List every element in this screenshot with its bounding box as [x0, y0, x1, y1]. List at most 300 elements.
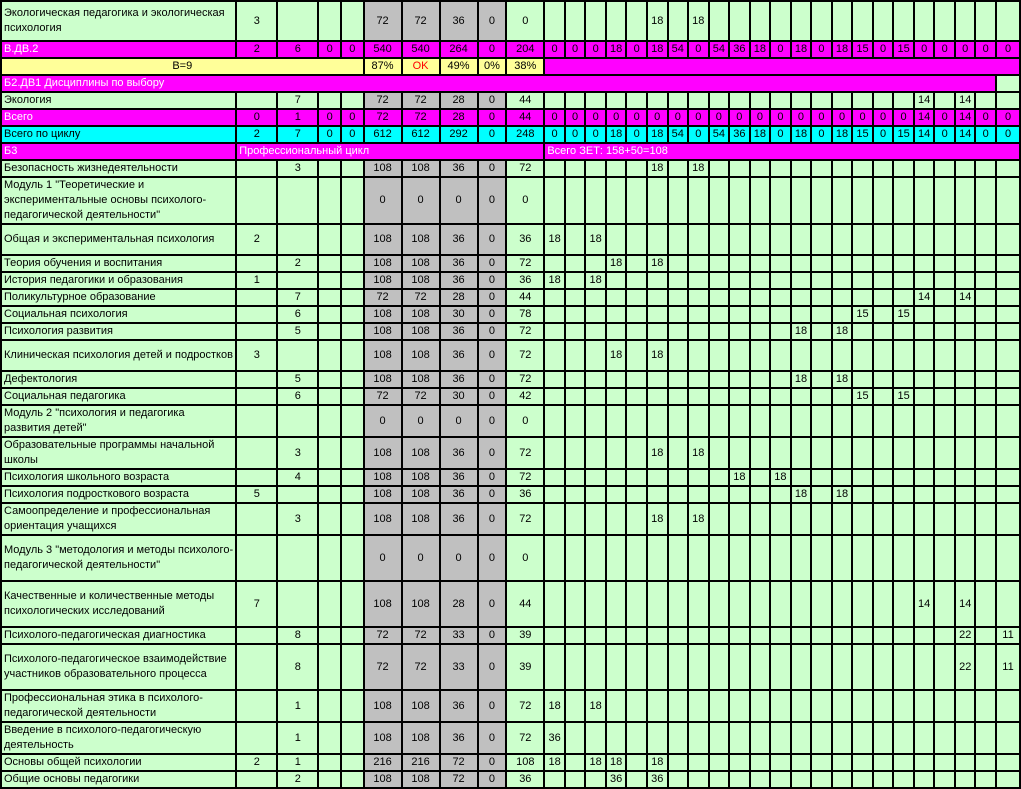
table-row: [1, 126, 1020, 143]
table-cell: [318, 371, 341, 388]
table-cell: [955, 405, 976, 437]
table-cell: [914, 722, 935, 754]
table-cell: 33: [440, 627, 478, 644]
table-cell: 0: [318, 109, 341, 126]
table-cell: [585, 371, 606, 388]
table-cell: 108: [402, 469, 440, 486]
table-cell: 0: [934, 126, 955, 143]
table-cell: [975, 722, 996, 754]
table-row: [1, 371, 1020, 388]
table-cell: [914, 272, 935, 289]
table-cell: [729, 437, 750, 469]
table-cell: 54: [668, 41, 689, 58]
table-cell: [750, 503, 771, 535]
table-row: [1, 771, 1020, 788]
table-cell: [873, 644, 894, 690]
table-cell: [668, 340, 689, 371]
table-row: [1, 41, 1020, 58]
table-cell: 14: [914, 92, 935, 109]
table-cell: 36: [506, 272, 544, 289]
table-cell: [873, 340, 894, 371]
table-cell: [791, 92, 812, 109]
table-cell: [341, 340, 364, 371]
table-cell: [668, 224, 689, 255]
table-cell: [688, 405, 709, 437]
table-cell: 108: [364, 306, 402, 323]
table-cell: [934, 581, 955, 627]
table-cell: 28: [440, 109, 478, 126]
table-cell: [975, 627, 996, 644]
table-cell: 36: [440, 340, 478, 371]
table-cell: 72: [402, 644, 440, 690]
table-cell: 0: [565, 41, 586, 58]
table-cell: [750, 644, 771, 690]
table-cell: 18: [647, 1, 668, 41]
table-cell: 0: [440, 405, 478, 437]
table-cell: [626, 503, 647, 535]
table-cell: 1: [277, 109, 318, 126]
table-cell: [750, 323, 771, 340]
table-cell: [791, 306, 812, 323]
table-cell: [341, 469, 364, 486]
table-cell: [729, 754, 750, 771]
table-cell: [668, 644, 689, 690]
section-title: Б2.ДВ1 Дисциплины по выбору: [1, 75, 996, 92]
table-cell: [709, 722, 730, 754]
table-cell: [585, 627, 606, 644]
table-cell: [544, 503, 565, 535]
discipline-name: Психология школьного возраста: [1, 469, 236, 486]
table-cell: [565, 503, 586, 535]
table-cell: [996, 289, 1020, 306]
table-cell: 15: [852, 306, 873, 323]
table-cell: 30: [440, 388, 478, 405]
table-cell: [688, 486, 709, 503]
table-cell: [668, 323, 689, 340]
table-cell: [750, 535, 771, 581]
table-cell: [606, 92, 627, 109]
table-cell: [893, 437, 914, 469]
discipline-name: Основы общей психологии: [1, 754, 236, 771]
table-cell: 18: [770, 469, 791, 486]
table-cell: 36: [440, 722, 478, 754]
table-cell: 0: [729, 109, 750, 126]
table-cell: [729, 160, 750, 177]
table-cell: [585, 486, 606, 503]
table-cell: [893, 581, 914, 627]
table-cell: [668, 371, 689, 388]
discipline-name: Поликультурное образование: [1, 289, 236, 306]
table-cell: [955, 160, 976, 177]
table-cell: 216: [402, 754, 440, 771]
table-cell: 0: [585, 41, 606, 58]
table-cell: 28: [440, 92, 478, 109]
table-cell: 108: [402, 437, 440, 469]
table-cell: [996, 272, 1020, 289]
table-cell: [750, 224, 771, 255]
table-cell: [791, 754, 812, 771]
table-cell: 1: [236, 272, 277, 289]
table-cell: 72: [506, 690, 544, 722]
table-cell: [750, 371, 771, 388]
table-cell: [750, 340, 771, 371]
table-cell: [236, 289, 277, 306]
table-cell: [996, 535, 1020, 581]
table-cell: [975, 503, 996, 535]
table-cell: [318, 754, 341, 771]
table-cell: 0: [478, 306, 507, 323]
table-cell: [934, 690, 955, 722]
table-cell: [565, 627, 586, 644]
table-cell: [975, 690, 996, 722]
table-cell: 18: [647, 340, 668, 371]
table-cell: [832, 272, 853, 289]
table-cell: [852, 503, 873, 535]
table-cell: [318, 581, 341, 627]
table-cell: [688, 581, 709, 627]
table-cell: [770, 289, 791, 306]
table-cell: [811, 224, 832, 255]
table-cell: [811, 272, 832, 289]
table-cell: [688, 92, 709, 109]
table-cell: [544, 255, 565, 272]
table-cell: [341, 722, 364, 754]
table-cell: [565, 754, 586, 771]
table-cell: [996, 306, 1020, 323]
table-cell: [277, 224, 318, 255]
table-cell: 36: [440, 486, 478, 503]
table-cell: [852, 289, 873, 306]
table-cell: 108: [364, 690, 402, 722]
table-cell: [341, 581, 364, 627]
table-cell: 0: [478, 109, 507, 126]
table-cell: 72: [364, 644, 402, 690]
table-cell: [996, 160, 1020, 177]
table-cell: [852, 405, 873, 437]
table-cell: [996, 340, 1020, 371]
table-cell: [750, 627, 771, 644]
table-cell: [996, 255, 1020, 272]
table-cell: 72: [364, 289, 402, 306]
table-cell: 0: [893, 109, 914, 126]
table-cell: 14: [955, 289, 976, 306]
table-row: [1, 754, 1020, 771]
table-cell: [975, 323, 996, 340]
table-cell: [565, 469, 586, 486]
table-cell: [236, 627, 277, 644]
cycle-title: Профессиональный цикл: [236, 143, 544, 160]
table-cell: [606, 722, 627, 754]
table-cell: 204: [506, 41, 544, 58]
table-cell: [811, 644, 832, 690]
table-cell: [236, 503, 277, 535]
table-cell: [565, 690, 586, 722]
table-cell: 7: [277, 289, 318, 306]
table-cell: [647, 581, 668, 627]
table-cell: 0: [770, 41, 791, 58]
table-cell: [318, 340, 341, 371]
table-cell: 36: [440, 690, 478, 722]
table-cell: 18: [585, 272, 606, 289]
table-cell: [955, 224, 976, 255]
table-cell: [832, 581, 853, 627]
table-row: [1, 160, 1020, 177]
discipline-name: Экологическая педагогика и экологическая психология: [1, 1, 236, 41]
table-cell: [934, 437, 955, 469]
table-cell: [852, 224, 873, 255]
table-cell: 108: [402, 272, 440, 289]
table-cell: [565, 323, 586, 340]
table-cell: [626, 535, 647, 581]
table-cell: [668, 1, 689, 41]
ratio-fill: [544, 58, 1020, 75]
table-cell: [544, 388, 565, 405]
table-cell: 0: [478, 771, 507, 788]
table-cell: [791, 627, 812, 644]
table-cell: [277, 581, 318, 627]
table-cell: 0: [996, 126, 1020, 143]
table-cell: [606, 503, 627, 535]
discipline-name: Клиническая психология детей и подростков: [1, 340, 236, 371]
table-cell: [893, 690, 914, 722]
table-cell: [647, 371, 668, 388]
table-cell: 72: [402, 289, 440, 306]
table-cell: [852, 437, 873, 469]
table-cell: [688, 289, 709, 306]
table-cell: [934, 289, 955, 306]
table-cell: 0: [440, 535, 478, 581]
table-cell: 11: [996, 644, 1020, 690]
table-cell: 0: [478, 581, 507, 627]
table-cell: [709, 272, 730, 289]
table-cell: 15: [893, 41, 914, 58]
table-cell: [914, 754, 935, 771]
table-cell: 108: [364, 771, 402, 788]
table-cell: [832, 690, 853, 722]
table-cell: [544, 771, 565, 788]
table-cell: 18: [544, 690, 565, 722]
table-cell: 0: [478, 177, 507, 224]
table-cell: [791, 437, 812, 469]
table-cell: [934, 388, 955, 405]
table-cell: [626, 771, 647, 788]
discipline-name: Введение в психолого-педагогическую деятельность: [1, 722, 236, 754]
table-cell: 39: [506, 627, 544, 644]
table-cell: 72: [402, 388, 440, 405]
table-cell: [832, 340, 853, 371]
table-cell: [873, 771, 894, 788]
table-cell: 0: [478, 690, 507, 722]
table-cell: [544, 177, 565, 224]
table-cell: [770, 306, 791, 323]
table-cell: [893, 535, 914, 581]
table-cell: [585, 160, 606, 177]
table-cell: 3: [236, 340, 277, 371]
table-cell: [975, 754, 996, 771]
table-cell: [832, 177, 853, 224]
discipline-name: Всего по циклу: [1, 126, 236, 143]
table-cell: 108: [402, 255, 440, 272]
table-cell: [585, 255, 606, 272]
table-cell: [750, 388, 771, 405]
table-cell: 0: [478, 371, 507, 388]
table-cell: [914, 437, 935, 469]
table-cell: 0: [506, 535, 544, 581]
table-cell: 2: [236, 41, 277, 58]
table-cell: [955, 1, 976, 41]
table-cell: [647, 722, 668, 754]
table-cell: [318, 160, 341, 177]
table-cell: 108: [364, 437, 402, 469]
table-cell: 3: [277, 503, 318, 535]
table-cell: [934, 323, 955, 340]
table-cell: [626, 371, 647, 388]
table-cell: [709, 503, 730, 535]
table-cell: [236, 469, 277, 486]
table-cell: [791, 1, 812, 41]
table-cell: [934, 224, 955, 255]
table-cell: [832, 92, 853, 109]
table-cell: [893, 503, 914, 535]
table-cell: 72: [402, 1, 440, 41]
table-cell: [341, 306, 364, 323]
table-cell: [750, 437, 771, 469]
table-cell: [750, 289, 771, 306]
table-cell: [544, 469, 565, 486]
table-cell: 540: [364, 41, 402, 58]
table-cell: [688, 535, 709, 581]
table-cell: 612: [364, 126, 402, 143]
table-cell: [975, 224, 996, 255]
table-cell: [955, 535, 976, 581]
table-cell: [318, 503, 341, 535]
table-cell: [914, 1, 935, 41]
table-cell: 36: [440, 437, 478, 469]
discipline-name: Психолого-педагогическая диагностика: [1, 627, 236, 644]
table-cell: [893, 323, 914, 340]
table-cell: [873, 405, 894, 437]
table-cell: [318, 92, 341, 109]
table-cell: [955, 469, 976, 486]
table-cell: 0: [402, 535, 440, 581]
table-row: [1, 690, 1020, 722]
table-cell: [791, 340, 812, 371]
table-cell: 0: [478, 388, 507, 405]
table-cell: 0: [506, 177, 544, 224]
table-cell: [709, 255, 730, 272]
table-cell: 0: [506, 405, 544, 437]
table-cell: [565, 160, 586, 177]
discipline-name: Теория обучения и воспитания: [1, 255, 236, 272]
table-cell: 72: [364, 92, 402, 109]
table-cell: [729, 535, 750, 581]
discipline-name: История педагогики и образования: [1, 272, 236, 289]
table-cell: [893, 486, 914, 503]
table-cell: [873, 255, 894, 272]
table-cell: [914, 627, 935, 644]
table-cell: [318, 469, 341, 486]
table-cell: [729, 722, 750, 754]
table-row: [1, 58, 1020, 75]
table-cell: 0: [770, 109, 791, 126]
table-cell: 0: [709, 109, 730, 126]
table-cell: [832, 469, 853, 486]
table-cell: 108: [364, 469, 402, 486]
discipline-name: Дефектология: [1, 371, 236, 388]
table-cell: [565, 224, 586, 255]
table-cell: [996, 771, 1020, 788]
table-cell: [996, 754, 1020, 771]
table-cell: [277, 340, 318, 371]
cycle-credits: Всего ЗЕТ: 158+50=108: [544, 143, 1020, 160]
table-cell: [832, 306, 853, 323]
table-cell: [606, 388, 627, 405]
table-cell: 36: [729, 126, 750, 143]
table-cell: [934, 486, 955, 503]
table-cell: 108: [402, 224, 440, 255]
table-cell: 18: [647, 126, 668, 143]
table-cell: [770, 437, 791, 469]
table-cell: 28: [440, 289, 478, 306]
table-cell: 0: [996, 109, 1020, 126]
table-cell: 1: [277, 722, 318, 754]
table-row: [1, 469, 1020, 486]
table-cell: [852, 627, 873, 644]
table-cell: [996, 503, 1020, 535]
table-cell: [934, 306, 955, 323]
table-cell: 0: [478, 126, 507, 143]
table-cell: [791, 177, 812, 224]
table-cell: [341, 535, 364, 581]
discipline-name: Безопасность жизнедеятельности: [1, 160, 236, 177]
table-cell: [318, 323, 341, 340]
table-cell: 0: [318, 41, 341, 58]
table-cell: [668, 289, 689, 306]
table-cell: 0: [750, 109, 771, 126]
table-cell: [750, 177, 771, 224]
table-cell: [341, 644, 364, 690]
table-cell: [791, 722, 812, 754]
table-cell: 14: [955, 581, 976, 627]
table-cell: [544, 371, 565, 388]
table-cell: [318, 486, 341, 503]
table-cell: [606, 469, 627, 486]
table-cell: [852, 272, 873, 289]
table-cell: [688, 371, 709, 388]
table-cell: 18: [544, 272, 565, 289]
table-cell: [565, 486, 586, 503]
table-cell: 15: [893, 388, 914, 405]
table-cell: 108: [402, 306, 440, 323]
table-cell: 0: [585, 109, 606, 126]
table-cell: [626, 690, 647, 722]
discipline-name: Модуль 1 "Теоретические и экспериментальные основы психолого-педагогической деятельности": [1, 177, 236, 224]
table-cell: [852, 581, 873, 627]
table-cell: [565, 581, 586, 627]
table-cell: [565, 255, 586, 272]
table-cell: 5: [277, 371, 318, 388]
table-cell: [893, 627, 914, 644]
table-cell: 78: [506, 306, 544, 323]
table-cell: 54: [709, 126, 730, 143]
table-cell: [955, 177, 976, 224]
table-cell: [852, 722, 873, 754]
table-cell: [709, 340, 730, 371]
table-cell: 108: [364, 255, 402, 272]
table-cell: [318, 388, 341, 405]
table-cell: [729, 340, 750, 371]
table-cell: [852, 1, 873, 41]
